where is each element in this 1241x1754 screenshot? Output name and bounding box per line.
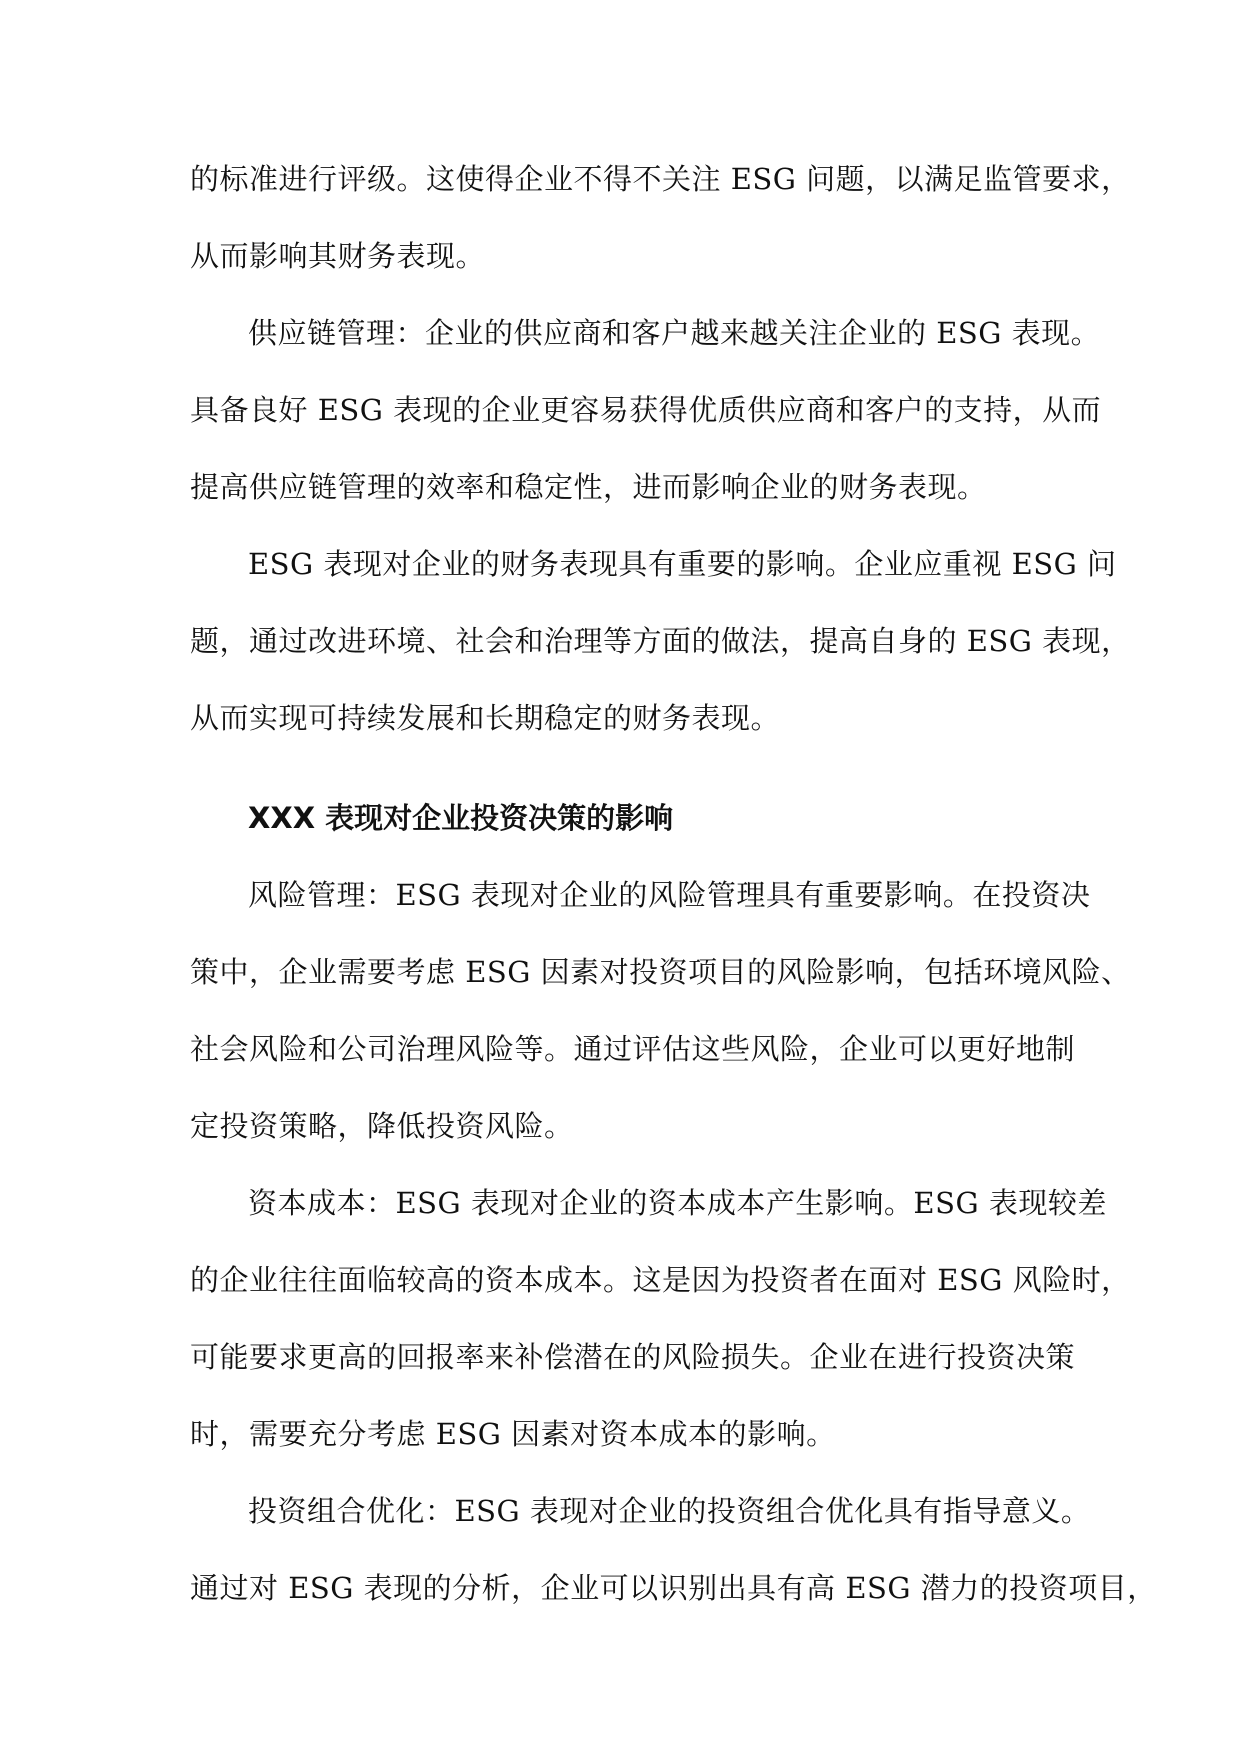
text-line: 策中，企业需要考虑 ESG 因素对投资项目的风险影响，包括环境风险、 [190, 955, 1131, 989]
paragraph-risk-management [190, 857, 1131, 1165]
paragraph-supply-chain [190, 295, 1102, 526]
text-line: ESG 表现对企业的财务表现具有重要的影响。企业应重视 ESG 问 [248, 547, 1117, 581]
text-line: 可能要求更高的回报率来补偿潜在的风险损失。企业在进行投资决策 [190, 1340, 1076, 1374]
text-line: 的标准进行评级。这使得企业不得不关注 ESG 问题，以满足监管要求， [190, 162, 1131, 196]
text-line: 资本成本：ESG 表现对企业的资本成本产生影响。ESG 表现较差 [248, 1186, 1107, 1220]
text-line: 提高供应链管理的效率和稳定性，进而影响企业的财务表现。 [190, 470, 987, 504]
text-line: 的企业往往面临较高的资本成本。这是因为投资者在面对 ESG 风险时， [190, 1263, 1131, 1297]
text-line: 风险管理：ESG 表现对企业的风险管理具有重要影响。在投资决 [248, 878, 1091, 912]
text-line: 社会风险和公司治理风险等。通过评估这些风险，企业可以更好地制 [190, 1032, 1076, 1066]
text-line: 供应链管理：企业的供应商和客户越来越关注企业的 ESG 表现。 [248, 316, 1101, 350]
text-line: 定投资策略，降低投资风险。 [190, 1109, 574, 1143]
text-line: 从而影响其财务表现。 [190, 239, 486, 273]
text-line: 时，需要充分考虑 ESG 因素对资本成本的影响。 [190, 1417, 836, 1451]
paragraph-capital-cost [190, 1165, 1131, 1473]
paragraph-regulation-continued [190, 141, 1131, 295]
paragraph-portfolio-optimization [190, 1473, 1157, 1627]
text-line: 投资组合优化：ESG 表现对企业的投资组合优化具有指导意义。 [248, 1494, 1091, 1528]
text-line: 通过对 ESG 表现的分析，企业可以识别出具有高 ESG 潜力的投资项目， [190, 1571, 1157, 1605]
text-line: 从而实现可持续发展和长期稳定的财务表现。 [190, 701, 781, 735]
document-body [190, 141, 1157, 1627]
text-line: 题，通过改进环境、社会和治理等方面的做法，提高自身的 ESG 表现， [190, 624, 1131, 658]
paragraph-summary [190, 526, 1131, 757]
text-line: 具备良好 ESG 表现的企业更容易获得优质供应商和客户的支持，从而 [190, 393, 1102, 427]
section-heading: XXX 表现对企业投资决策的影响 [248, 801, 674, 835]
